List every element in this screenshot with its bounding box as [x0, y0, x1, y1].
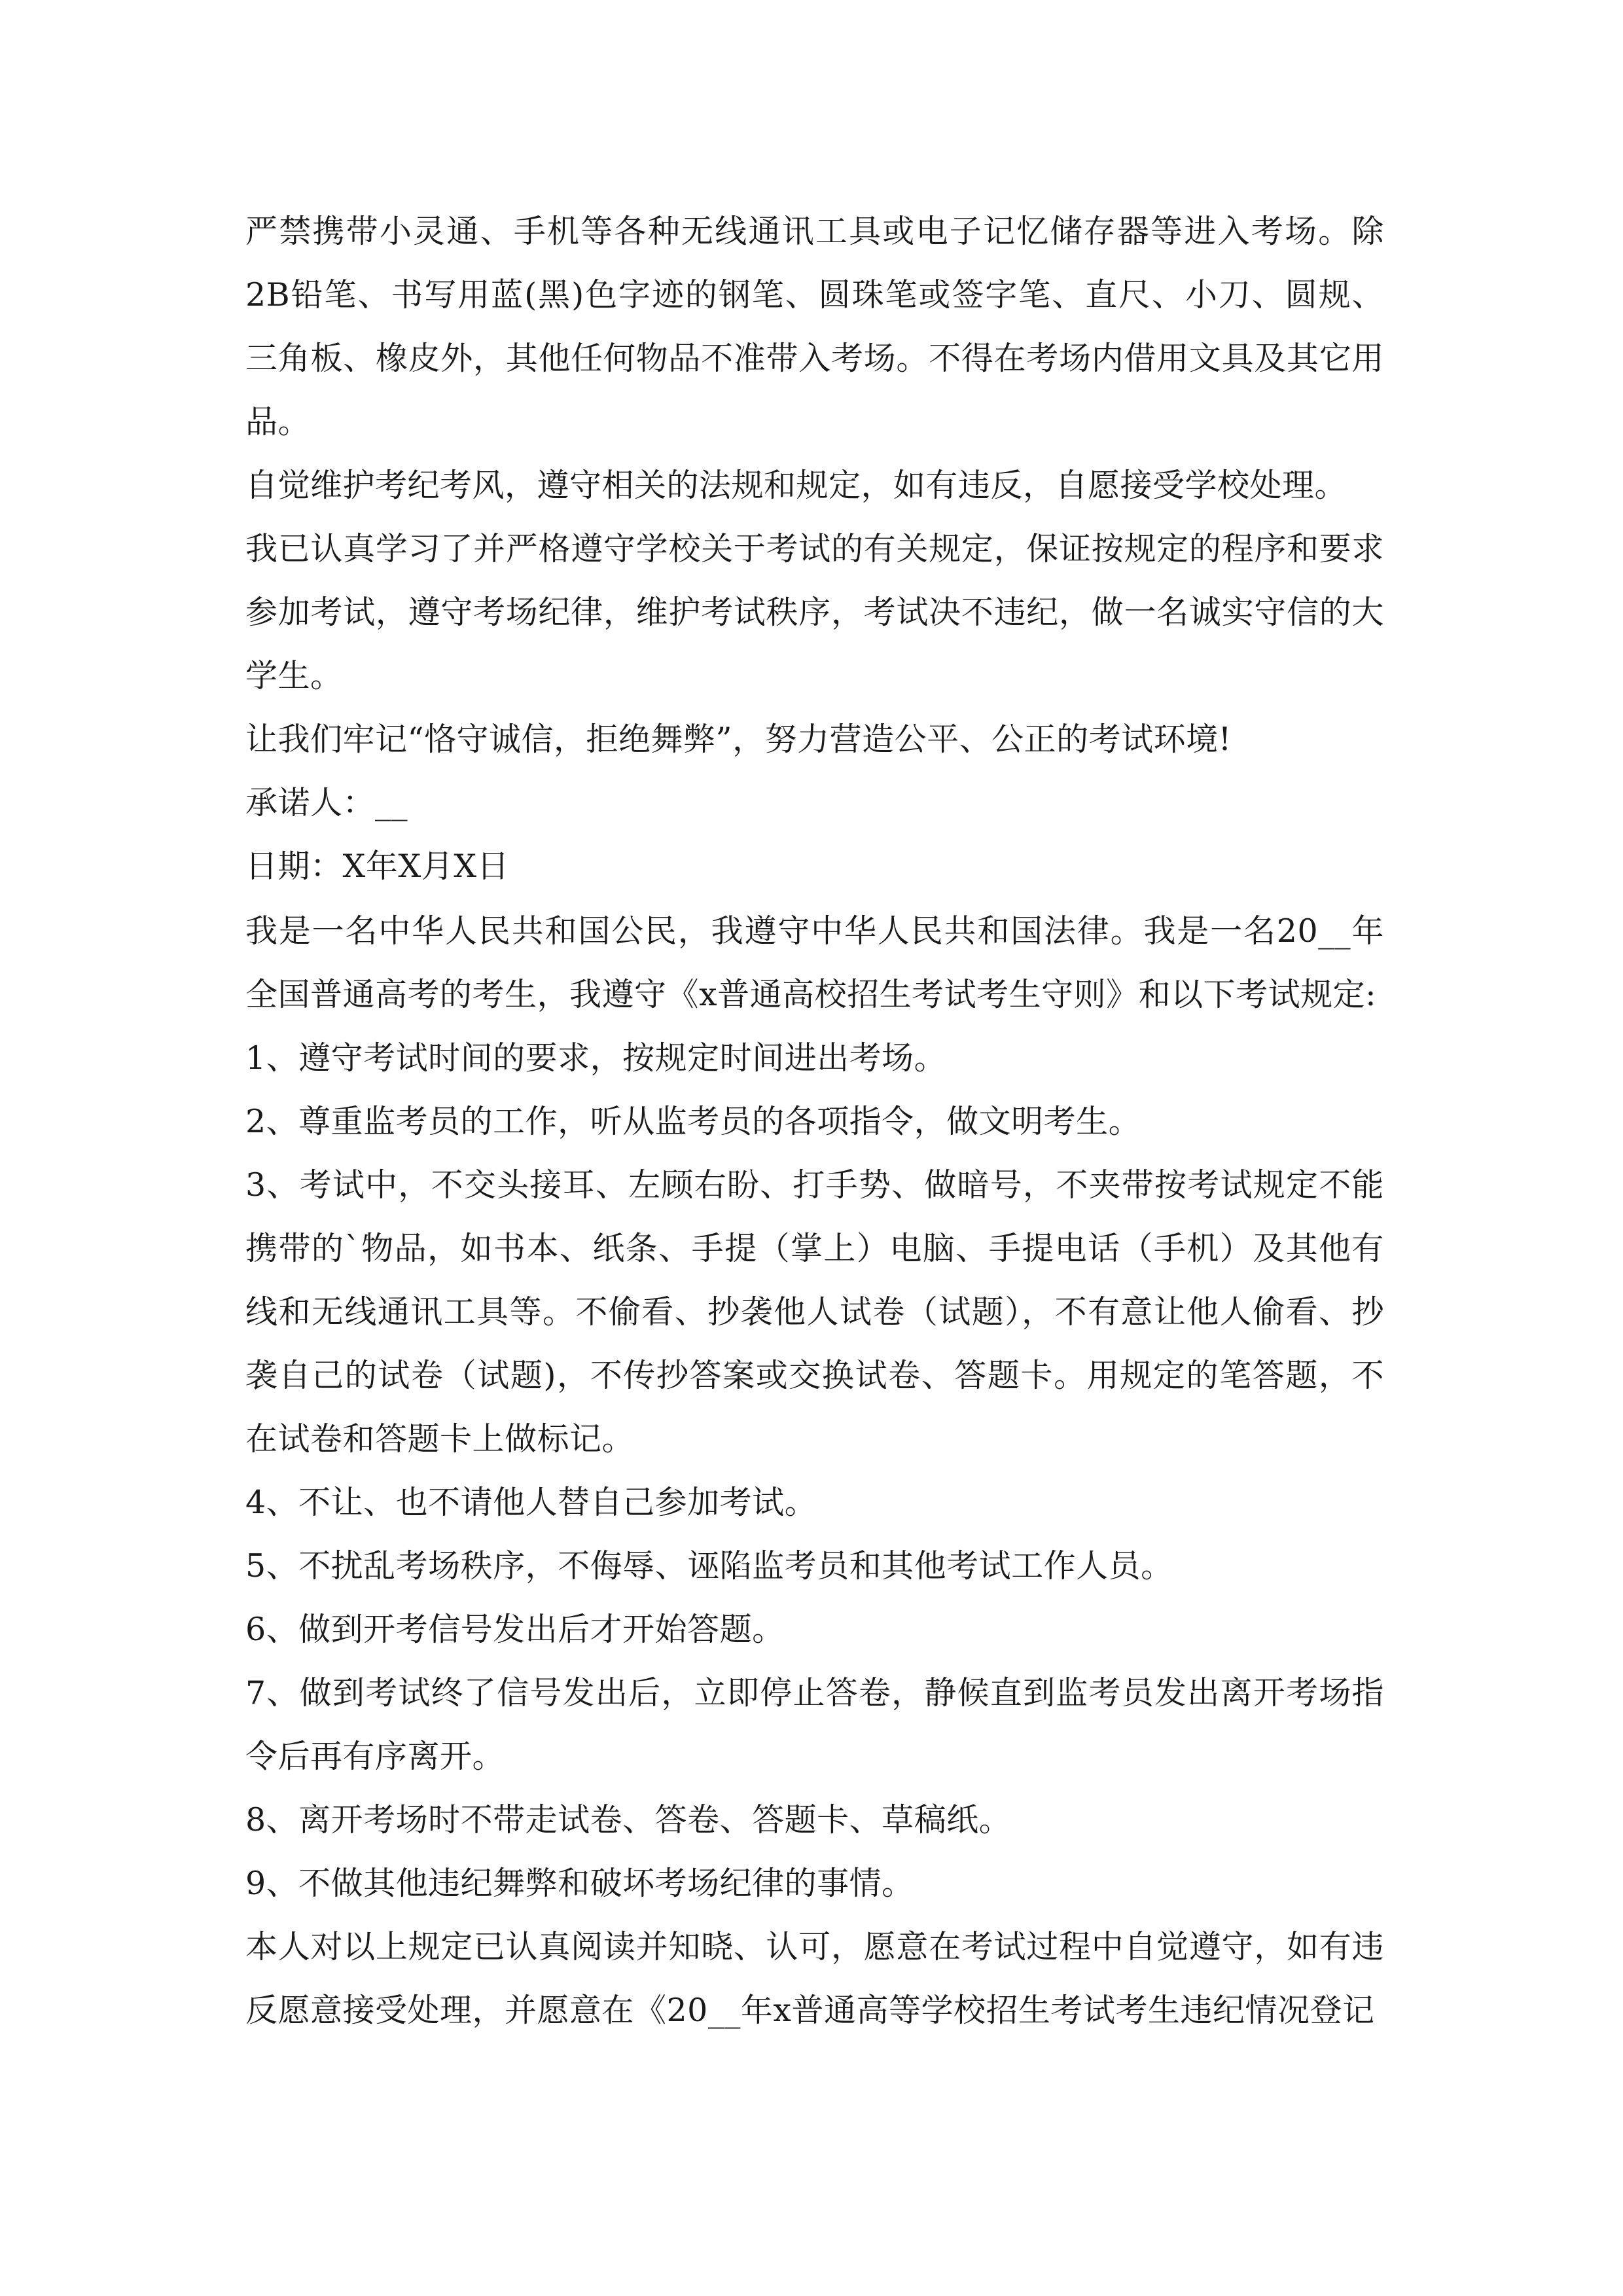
paragraph-exam-items-rule: 严禁携带小灵通、手机等各种无线通讯工具或电子记忆储存器等进入考场。除2B铅笔、书写用蓝(黑)色字迹的钢笔、圆珠笔或签字笔、直尺、小刀、圆规、三角板、橡皮外，其他任何物品不准带入考场。不得在考场内借用文具及其它用品。: [245, 213, 1384, 440]
rule-item-2: 2、尊重监考员的工作，听从监考员的各项指令，做文明考生。: [245, 1103, 1141, 1140]
paragraph-closing: 本人对以上规定已认真阅读并知晓、认可，愿意在考试过程中自觉遵守，如有违反愿意接受处理，并愿意在《20__年x普通高等学校招生考试考生违纪情况登记: [245, 1928, 1384, 2029]
paragraph-discipline: 自觉维护考纪考风，遵守相关的法规和规定，如有违反，自愿接受学校处理。: [245, 467, 1347, 504]
paragraph-intro: 我是一名中华人民共和国公民，我遵守中华人民共和国法律。我是一名20__年全国普通高考的考生，我遵守《x普通高校招生考试考生守则》和以下考试规定:: [245, 912, 1384, 1013]
rule-item-8: 8、离开考场时不带走试卷、答卷、答题卡、草稿纸。: [245, 1801, 1012, 1839]
rule-item-3: 3、考试中，不交头接耳、左顾右盼、打手势、做暗号，不夹带按考试规定不能携带的`物品，如书本、纸条、手提（掌上）电脑、手提电话（手机）及其他有线和无线通讯工具等。不偷看、抄袭他人试卷（试题），不有意让他人偷看、抄袭自己的试卷（试题)，不传抄答案或交换试卷、答题卡。用规定的笔答题，不在试卷和答题卡上做标记。: [245, 1166, 1384, 1458]
signatory-line: 承诺人：__: [245, 784, 408, 821]
exam-rules-section: [245, 899, 1384, 2042]
rule-item-6: 6、做到开考信号发出后才开始答题。: [245, 1611, 785, 1648]
rule-item-5: 5、不扰乱考场秩序，不侮辱、诬陷监考员和其他考试工作人员。: [245, 1547, 1173, 1585]
paragraph-slogan: 让我们牢记“恪守诚信，拒绝舞弊”，努力营造公平、公正的考试环境!: [245, 721, 1232, 758]
rule-item-7: 7、做到考试终了信号发出后，立即停止答卷，静候直到监考员发出离开考场指令后再有序离开。: [245, 1674, 1384, 1775]
rule-item-9: 9、不做其他违纪舞弊和破坏考场纪律的事情。: [245, 1865, 914, 1902]
date-line: 日期：X年X月X日: [245, 848, 510, 885]
rule-item-4: 4、不让、也不请他人替自己参加考试。: [245, 1484, 817, 1521]
paragraph-commitment: 我已认真学习了并严格遵守学校关于考试的有关规定，保证按规定的程序和要求参加考试，遵守考场纪律，维护考试秩序，考试决不违纪，做一名诚实守信的大学生。: [245, 530, 1384, 694]
rule-item-1: 1、遵守考试时间的要求，按规定时间进出考场。: [245, 1039, 947, 1077]
pledge-section: [245, 200, 1384, 898]
